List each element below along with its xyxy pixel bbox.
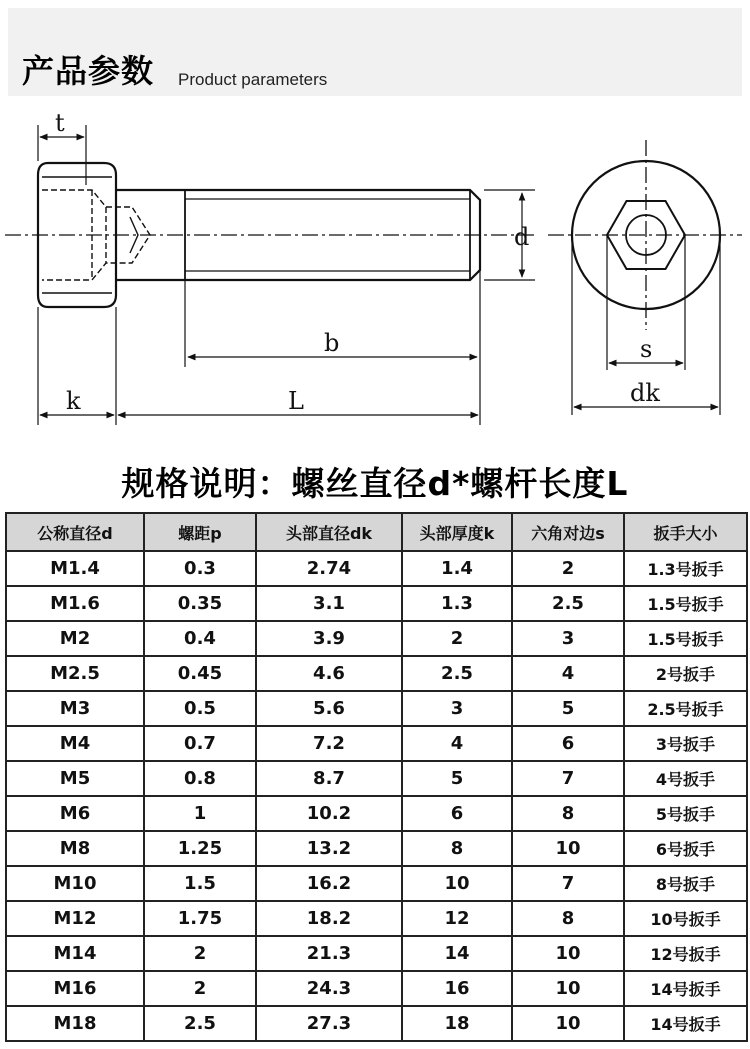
table-cell: 2 xyxy=(512,551,624,586)
table-cell: 8 xyxy=(512,796,624,831)
table-cell: M1.4 xyxy=(6,551,144,586)
label-k: k xyxy=(66,387,81,415)
table-cell: 4 xyxy=(402,726,512,761)
table-cell: 12 xyxy=(402,901,512,936)
table-row xyxy=(6,621,747,656)
table-header-row xyxy=(6,513,747,551)
table-row xyxy=(6,936,747,971)
label-dk: dk xyxy=(630,379,660,407)
table-cell: 5号扳手 xyxy=(624,796,747,831)
col-header: 扳手大小 xyxy=(624,513,747,551)
table-cell: 3 xyxy=(402,691,512,726)
table-row xyxy=(6,901,747,936)
table-cell: 6号扳手 xyxy=(624,831,747,866)
table-cell: 8.7 xyxy=(256,761,402,796)
table-row xyxy=(6,796,747,831)
table-cell: 2.5号扳手 xyxy=(624,691,747,726)
col-header: 头部直径dk xyxy=(256,513,402,551)
table-cell: 12号扳手 xyxy=(624,936,747,971)
table-cell: 0.7 xyxy=(144,726,256,761)
table-cell: 1.5 xyxy=(144,866,256,901)
table-cell: M8 xyxy=(6,831,144,866)
table-cell: 10 xyxy=(512,831,624,866)
table-cell: 5 xyxy=(402,761,512,796)
table-cell: 0.45 xyxy=(144,656,256,691)
table-cell: M5 xyxy=(6,761,144,796)
table-cell: M2.5 xyxy=(6,656,144,691)
table-cell: 14 xyxy=(402,936,512,971)
table-cell: 10.2 xyxy=(256,796,402,831)
table-cell: 10 xyxy=(512,936,624,971)
table-row xyxy=(6,866,747,901)
table-cell: 27.3 xyxy=(256,1006,402,1041)
table-cell: 7 xyxy=(512,761,624,796)
table-cell: 5 xyxy=(512,691,624,726)
table-cell: M16 xyxy=(6,971,144,1006)
label-s: s xyxy=(640,335,653,363)
table-cell: 2 xyxy=(144,971,256,1006)
table-cell: 2.5 xyxy=(512,586,624,621)
table-cell: 6 xyxy=(512,726,624,761)
table-cell: 16.2 xyxy=(256,866,402,901)
page-subtitle: Product parameters xyxy=(178,70,328,89)
table-cell: 2.74 xyxy=(256,551,402,586)
col-header: 螺距p xyxy=(144,513,256,551)
table-cell: 10 xyxy=(402,866,512,901)
label-L: L xyxy=(288,387,304,415)
page-title: 产品参数 xyxy=(22,52,155,90)
table-cell: 1.4 xyxy=(402,551,512,586)
table-cell: 1.3号扳手 xyxy=(624,551,747,586)
spec-title: 规格说明：螺丝直径d*螺杆长度L xyxy=(121,464,629,503)
table-cell: 1.25 xyxy=(144,831,256,866)
table-cell: 6 xyxy=(402,796,512,831)
table-cell: 7 xyxy=(512,866,624,901)
table-cell: 0.3 xyxy=(144,551,256,586)
table-cell: 10 xyxy=(512,1006,624,1041)
table-cell: 2.5 xyxy=(144,1006,256,1041)
table-cell: 2号扳手 xyxy=(624,656,747,691)
table-cell: M14 xyxy=(6,936,144,971)
table-row xyxy=(6,1006,747,1041)
table-cell: 0.35 xyxy=(144,586,256,621)
table-cell: M18 xyxy=(6,1006,144,1041)
table-cell: 2 xyxy=(144,936,256,971)
label-d: d xyxy=(514,223,530,251)
table-cell: 1 xyxy=(144,796,256,831)
table-row xyxy=(6,586,747,621)
col-header: 六角对边s xyxy=(512,513,624,551)
table-cell: 13.2 xyxy=(256,831,402,866)
table-cell: M3 xyxy=(6,691,144,726)
table-cell: 1.3 xyxy=(402,586,512,621)
table-cell: 16 xyxy=(402,971,512,1006)
table-cell: 0.8 xyxy=(144,761,256,796)
table-cell: M10 xyxy=(6,866,144,901)
table-cell: 0.5 xyxy=(144,691,256,726)
table-cell: 5.6 xyxy=(256,691,402,726)
table-cell: 3号扳手 xyxy=(624,726,747,761)
table-cell: 4号扳手 xyxy=(624,761,747,796)
table-cell: 14号扳手 xyxy=(624,971,747,1006)
table-cell: M4 xyxy=(6,726,144,761)
table-row xyxy=(6,761,747,796)
table-cell: 7.2 xyxy=(256,726,402,761)
table-cell: 8 xyxy=(402,831,512,866)
table-row xyxy=(6,971,747,1006)
table-cell: 2.5 xyxy=(402,656,512,691)
screw-diagram xyxy=(0,105,750,435)
table-cell: M6 xyxy=(6,796,144,831)
table-cell: 1.5号扳手 xyxy=(624,586,747,621)
table-cell: 1.5号扳手 xyxy=(624,621,747,656)
col-header: 头部厚度k xyxy=(402,513,512,551)
table-cell: 10号扳手 xyxy=(624,901,747,936)
table-cell: M2 xyxy=(6,621,144,656)
table-cell: 4 xyxy=(512,656,624,691)
table-cell: 2 xyxy=(402,621,512,656)
table-row xyxy=(6,656,747,691)
table-cell: 3.9 xyxy=(256,621,402,656)
table-cell: 10 xyxy=(512,971,624,1006)
table-cell: 18 xyxy=(402,1006,512,1041)
table-cell: 0.4 xyxy=(144,621,256,656)
table-cell: 8号扳手 xyxy=(624,866,747,901)
table-row xyxy=(6,726,747,761)
spec-table xyxy=(5,512,748,1042)
label-b: b xyxy=(324,329,340,357)
table-cell: M1.6 xyxy=(6,586,144,621)
table-cell: M12 xyxy=(6,901,144,936)
table-cell: 1.75 xyxy=(144,901,256,936)
table-cell: 18.2 xyxy=(256,901,402,936)
table-cell: 3.1 xyxy=(256,586,402,621)
table-cell: 24.3 xyxy=(256,971,402,1006)
label-t: t xyxy=(55,109,65,137)
table-cell: 14号扳手 xyxy=(624,1006,747,1041)
table-cell: 21.3 xyxy=(256,936,402,971)
table-row xyxy=(6,831,747,866)
table-cell: 8 xyxy=(512,901,624,936)
table-cell: 4.6 xyxy=(256,656,402,691)
col-header: 公称直径d xyxy=(6,513,144,551)
table-cell: 3 xyxy=(512,621,624,656)
table-row xyxy=(6,691,747,726)
header-band xyxy=(8,8,742,96)
table-row xyxy=(6,551,747,586)
